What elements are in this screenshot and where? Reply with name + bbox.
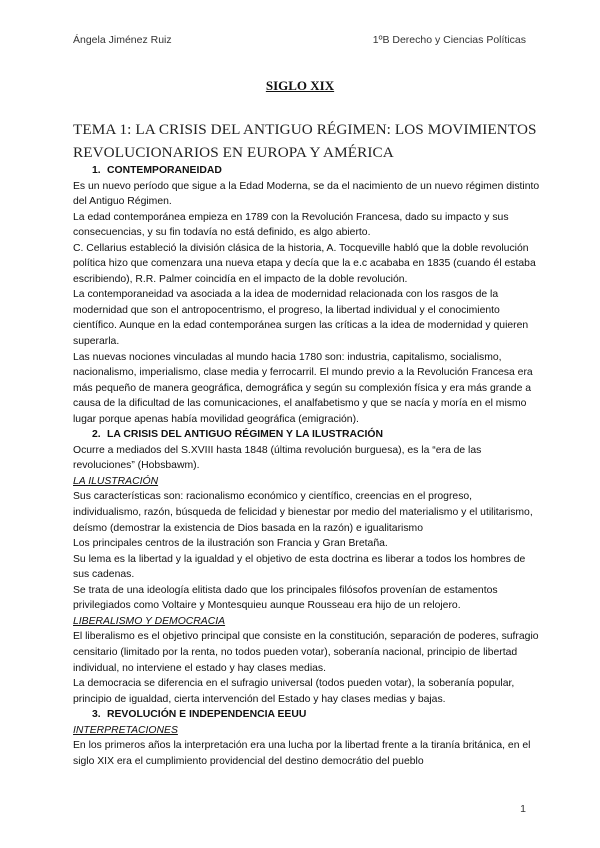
paragraph: El liberalismo es el objetivo principal que consiste en la constitución, separación de poderes, sufragio censitario (limitado por la renta, no todos pueden votar), soberanía nacional, principio de libertad individual, no interviene el estado y hay clases medias.: [73, 631, 539, 674]
paragraph: Ocurre a mediados del S.XVIII hasta 1848 (última revolución burguesa), es la “era de las revoluciones” (Hobsbawm).: [73, 444, 482, 472]
paragraph: La democracia se diferencia en el sufragio universal (todos pueden votar), la soberanía popular, principio de igualdad, cierta intervención del Estado y hay clases medias y bajas.: [73, 678, 515, 705]
page-title: SIGLO XIX: [265, 78, 335, 93]
section-heading: [73, 707, 543, 723]
section-title: REVOLUCIÓN E INDEPENDENCIA EEUU: [107, 709, 307, 721]
section-number: 2.: [92, 429, 101, 441]
subsection-heading: LIBERALISMO Y DEMOCRACIA: [73, 615, 226, 627]
paragraph: La contemporaneidad va asociada a la idea de modernidad relacionada con los rasgos de la modernidad que son el antropocentrismo, el progreso, la libertad individual y el conocimiento científico. Aunque en la edad contemporánea surgen las críticas a la idea de modernidad y quieren superarla.: [73, 289, 529, 348]
tema-heading: TEMA 1: LA CRISIS DEL ANTIGUO RÉGIMEN: LOS MOVIMIENTOS REVOLUCIONARIOS EN EUROPA Y AMÉRICA: [73, 121, 537, 161]
section-heading: [73, 427, 543, 443]
paragraph: Se trata de una ideología elitista dado que los principales filósofos provenían de estamentos privilegiados como Voltaire y Montesquieu aunque Rousseau era hijo de un relojero.: [73, 584, 498, 612]
paragraph: Su lema es la libertad y la igualdad y el objetivo de esta doctrina es liberar a todos los hombres de sus cadenas.: [73, 553, 526, 581]
document-body: [73, 163, 543, 769]
section-number: 1.: [92, 165, 101, 176]
header-author: Ángela Jiménez Ruiz: [73, 34, 172, 46]
paragraph: La edad contemporánea empieza en 1789 con la Revolución Francesa, dado su impacto y sus consecuencias, y su fin todavía no está definido, es algo abierto.: [73, 211, 509, 239]
paragraph: Las nuevas nociones vinculadas al mundo hacia 1780 son: industria, capitalismo, socialismo, nacionalismo, imperialismo, clase media y ferrocarril. El mundo previo a la Revolución Francesa era más pequeño de manera geográfica, demográfica y según su complexión física y era más grande a causa de la dificultad de las comunicaciones, el analfabetismo y que se nacía y moría en el mismo lugar porque apenas había movilidad geográfica (emigración).: [73, 351, 533, 425]
page-number: 1: [520, 803, 526, 815]
header-course: 1ºB Derecho y Ciencias Políticas: [372, 34, 526, 46]
paragraph: Sus características son: racionalismo económico y científico, creencias en el progreso, individualismo, razón, búsqueda de felicidad y bienestar por medio del materialismo y el utilitarismo, deísmo (demostrar la existencia de Dios basada en la razón) e igualitarismo: [73, 491, 533, 534]
subsection-heading: LA ILUSTRACIÓN: [73, 475, 159, 487]
section-title: CONTEMPORANEIDAD: [107, 165, 222, 176]
paragraph: Los principales centros de la ilustración son Francia y Gran Bretaña.: [73, 538, 388, 550]
paragraph: En los primeros años la interpretación era una lucha por la libertad frente a la tiranía británica, en el siglo XIX era el cumplimiento providencial del destino democrátio del pueblo: [73, 740, 531, 767]
section-number: 3.: [92, 709, 101, 721]
section-heading: [73, 163, 543, 179]
paragraph: Es un nuevo período que sigue a la Edad Moderna, se da el nacimiento de un nuevo régimen distinto del Antiguo Régimen.: [73, 180, 540, 208]
subsection-heading: INTERPRETACIONES: [73, 724, 178, 736]
paragraph: C. Cellarius estableció la división clásica de la historia, A. Tocqueville habló que la doble revolución política hizo que comenzara una nueva etapa y decía que la e.c acababa en 1835 (cuando él estaba escribiendo), R.R. Palmer coincidía en el impacto de la doble revolución.: [73, 242, 536, 285]
section-title: LA CRISIS DEL ANTIGUO RÉGIMEN Y LA ILUSTRACIÓN: [107, 429, 383, 441]
